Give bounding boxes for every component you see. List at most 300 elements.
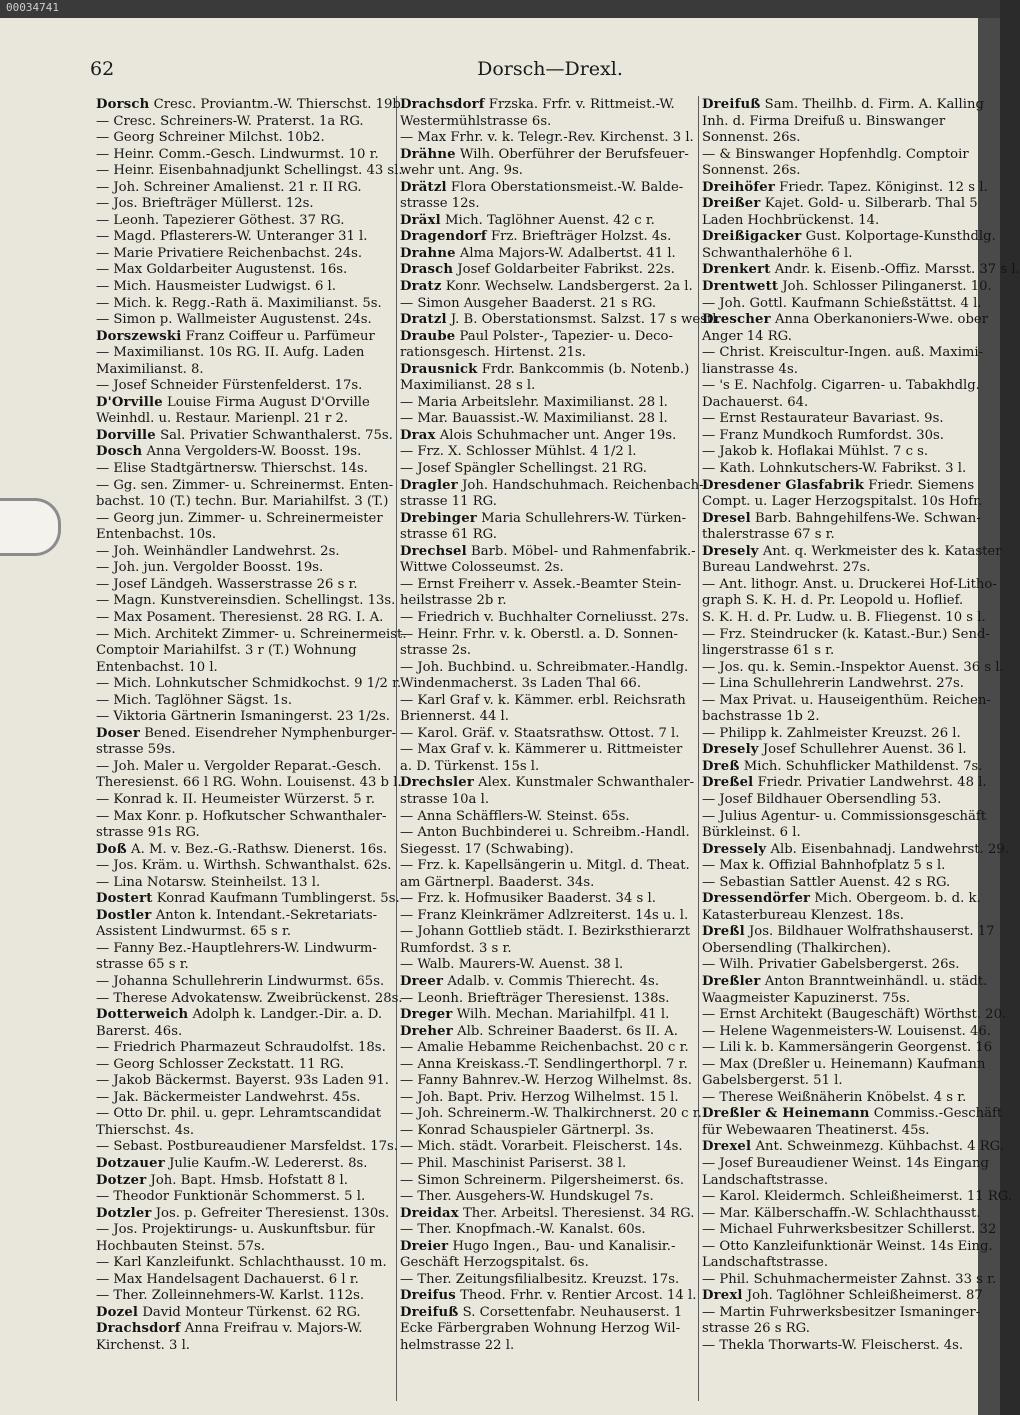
entry-text: — Josef Spängler Schellingst. 21 RG. [400,461,647,477]
directory-entry-line [96,742,392,759]
directory-entry-line [96,97,405,114]
directory-entry-line [702,726,978,743]
directory-entry-line [400,1106,702,1123]
entry-text: — Max Frhr. v. k. Telegr.-Rev. Kirchenst. 3 l. [400,130,694,146]
entry-text: Laden Hochbrückenst. 14. [702,212,880,228]
entry-text: — Franz Kleinkrämer Adlzreiterst. 14s u. l. [400,907,689,923]
entry-text: — Frz. Steindrucker (k. Katast.-Bur.) Send- [702,626,990,642]
directory-entry-line [400,577,696,594]
entry-text: Paul Polster-, Tapezier- u. Deco- [455,328,673,344]
entry-text: Anna Freifrau v. Majors-W. [180,1321,363,1337]
entry-text: Kajet. Gold- u. Silberarb. Thal 5 [760,196,978,212]
entry-text: Inh. d. Firma Dreifuß u. Binswanger [702,113,946,129]
entry-text: strasse 2s. [400,643,472,659]
directory-entry-line [96,196,392,213]
directory-entry-line [702,444,978,461]
entry-surname: Drechsler [400,775,474,791]
directory-entry-line [400,742,696,759]
entry-surname: Dresel [702,510,751,526]
entry-text: — Lili k. b. Kammersängerin Georgenst. 16 [702,1040,993,1056]
directory-entry-line [702,130,978,147]
directory-entry-line [400,147,696,164]
entry-text: Bureau Landwehrst. 27s. [702,560,871,576]
directory-entry-line [96,974,392,991]
column-1 [96,97,407,1397]
entry-text: David Monteur Türkenst. 62 RG. [138,1304,361,1320]
entry-text: — Joh. Buchbind. u. Schreibmater.-Handlg. [400,659,689,675]
directory-entry-line [400,279,696,296]
book-spine-edge [978,18,1000,1415]
entry-text: lianstrasse 4s. [702,361,798,377]
directory-entry-line [400,1272,696,1289]
directory-entry-line [702,329,978,346]
directory-entry-line [96,1057,392,1074]
entry-text: Barerst. 46s. [96,1023,183,1039]
entry-text: — Jak. Bäckermeister Landwehrst. 45s. [96,1089,361,1105]
entry-text: — Mich. Architekt Zimmer- u. Schreinermeist. [96,626,407,642]
entry-text: — Max (Dreßler u. Heinemann) Kaufmann [702,1056,986,1072]
entry-text: rationsgesch. Hirtenst. 21s. [400,345,586,361]
entry-text: — Martin Fuhrwerksbesitzer Ismaninger- [702,1304,981,1320]
directory-entry-line [400,1305,696,1322]
entry-surname: Dotzer [96,1172,147,1188]
entry-text: — Joh. Gottl. Kaufmann Schießstättst. 4 l. [702,295,982,311]
entry-surname: Dreifuß [702,97,761,112]
directory-entry-line [400,196,696,213]
directory-entry-line [702,973,988,991]
directory-entry-line [702,1040,993,1057]
entry-text: — Maximilianst. 10s RG. II. Aufg. Laden [96,345,365,361]
directory-entry-line [702,609,986,627]
entry-text: — Ernst Restaurateur Bavariast. 9s. [702,411,944,427]
directory-entry-line [96,478,392,495]
entry-surname: Dreißer [702,196,761,212]
directory-entry-line [96,1139,398,1156]
entry-surname: Drätzl [400,179,447,195]
entry-text: — Heinr. Eisenbahnadjunkt Schellingst. 43 sl. [96,163,403,179]
entry-text: — Ther. Knopfmach.-W. Kanalst. 60s. [400,1222,646,1238]
entry-text: — Mich. Hausmeister Ludwigst. 6 l. [96,279,336,295]
entry-text: — Jakob k. Hoflakai Mühlst. 7 c s. [702,444,929,460]
directory-entry-line [702,1321,978,1338]
directory-entry-line [400,726,696,743]
directory-entry-line [96,461,392,478]
directory-entry-line [400,395,696,412]
directory-entry-line [96,1173,392,1190]
entry-text: Joh. Schlosser Pilinganerst. 10. [778,279,992,295]
entry-text: für Webewaaren Theatinerst. 45s. [702,1122,930,1138]
directory-entry-line [96,229,392,246]
directory-entry-line [96,1024,392,1041]
directory-entry-line [702,1255,978,1272]
entry-text: — Jakob Bäckermst. Bayerst. 93s Laden 91. [96,1073,389,1089]
entry-text: — Michael Fuhrwerksbesitzer Schillerst. 32 [702,1222,997,1238]
entry-text: Konr. Wechselw. Landsbergerst. 2a l. [441,279,693,295]
entry-text: Mich. Schuhflicker Mathildenst. 7s. [739,758,983,774]
entry-text: — Anna Schäfflers-W. Steinst. 65s. [400,808,630,824]
page-clip [0,498,61,556]
scan-top-border [0,0,1000,18]
directory-entry-line [96,362,392,379]
directory-entry-line [96,246,392,263]
page-header [90,58,970,88]
directory-entry-line [400,560,696,577]
entry-text: — Walb. Maurers-W. Auenst. 38 l. [400,957,624,973]
directory-entry-line [96,560,392,577]
entry-surname: Dreßel [702,775,754,791]
directory-entry-line [702,1123,978,1140]
directory-entry-line [96,279,392,296]
entry-text: Assistent Lindwurmst. 65 s r. [96,924,292,940]
directory-entry-line [96,1321,392,1338]
entry-text: Alb. Eisenbahnadj. Landwehrst. 29. [766,841,1009,857]
entry-text: Sonnenst. 26s. [702,163,801,179]
entry-text: Friedr. Siemens [864,477,975,493]
entry-text: strasse 12s. [400,196,480,212]
entry-text: — Leonh. Briefträger Theresienst. 138s. [400,990,670,1006]
entry-text: Windenmacherst. 3s Laden Thal 66. [400,676,642,692]
entry-text: Thierschst. 4s. [96,1122,195,1138]
directory-entry-line [96,759,392,776]
directory-entry-line [702,1156,989,1173]
entry-surname: Dragendorf [400,229,487,245]
entry-text: — Elise Stadtgärtnersw. Thierschst. 14s. [96,461,368,477]
directory-entry-line [96,643,392,660]
directory-entry-line [400,180,696,197]
directory-entry-line [96,147,392,164]
directory-entry-line [702,494,983,511]
entry-text: Wittwe Colosseumst. 2s. [400,560,564,576]
entry-text: — Therese Advokatensw. Zweibrückenst. 28s. [96,990,403,1006]
entry-surname: Drausnick [400,361,478,377]
entry-text: Maximilianst. 28 s l. [400,378,536,394]
entry-text: — Mich. Taglöhner Sägst. 1s. [96,692,293,708]
entry-text: Adalb. v. Commis Thierecht. 4s. [443,973,660,989]
entry-text: thalerstrasse 67 s r. [702,527,835,543]
entry-text: — Otto Dr. phil. u. gepr. Lehramtscandidat [96,1106,382,1122]
entry-text: heilstrasse 2b r. [400,593,507,609]
entry-text: — Fanny Bahnrev.-W. Herzog Wilhelmst. 8s. [400,1073,692,1089]
entry-text: strasse 11 RG. [400,494,497,510]
directory-entry-line [96,809,392,826]
entry-text: A. M. v. Bez.-G.-Rathsw. Dienerst. 16s. [126,841,388,857]
directory-entry-line [400,378,696,395]
entry-surname: Dressendörfer [702,891,811,907]
directory-entry-line [96,891,400,908]
entry-surname: Drähne [400,146,456,162]
directory-entry-line [702,1090,978,1107]
entry-text: Mich. Taglöhner Auenst. 42 c r. [440,212,655,228]
entry-surname: Doser [96,725,140,741]
entry-text: Joh. Bapt. Hmsb. Hofstatt 8 l. [146,1172,348,1188]
directory-entry-line [400,924,696,941]
directory-entry-line [400,1073,696,1090]
directory-entry-line [702,411,978,428]
directory-entry-line [702,1205,981,1223]
entry-text: strasse 10a l. [400,791,490,807]
directory-entry-line [96,1255,392,1272]
directory-entry-line [702,527,978,544]
directory-entry-line [96,262,392,279]
directory-entry-line [400,345,696,362]
entry-text: Siegesst. 17 (Schwabing). [400,841,574,857]
entry-text: — Frz. X. Schlosser Mühlst. 4 1/2 l. [400,444,637,460]
directory-entry-line [400,908,696,925]
entry-text: — Georg Schlosser Zeckstatt. 11 RG. [96,1056,344,1072]
directory-entry-line [702,1288,983,1305]
entry-surname: Dorville [96,427,156,443]
entry-text: graph S. K. H. d. Pr. Leopold u. Hoflief. [702,593,964,609]
entry-text: Louise Firma August D'Orville [162,394,370,410]
directory-entry-line [400,1206,696,1223]
directory-entry-line [96,1338,392,1355]
running-title: Dorsch—Drexl. [477,58,623,80]
entry-text: Schwanthalerhöhe 6 l. [702,245,853,261]
entry-text: — Joh. Schreinerm.-W. Thalkirchnerst. 20 c r. [400,1106,702,1122]
directory-entry-line [702,775,987,792]
directory-entry-line [702,147,978,164]
entry-text: Landschaftstrasse. [702,1255,829,1271]
directory-entry-line [96,494,392,511]
entry-text: — Mar. Bauassist.-W. Maximilianst. 28 l. [400,411,668,427]
directory-entry-line [400,262,696,279]
directory-entry-line [96,858,392,875]
entry-text: Jos. Bildhauer Wolfrathshauserst. 17 [744,924,995,940]
directory-entry-line [702,924,995,941]
directory-entry-line [702,478,978,495]
directory-entry-line [400,544,696,561]
entry-surname: Dratzl [400,312,447,328]
entry-surname: Drahne [400,245,456,261]
directory-entry-line [96,1272,392,1289]
directory-entry-line [702,1238,993,1256]
entry-text: — Anna Kreiskass.-T. Sendlingerthorpl. 7 r. [400,1056,688,1072]
entry-text: — Leonh. Tapezierer Göthest. 37 RG. [96,212,345,228]
directory-entry-line [702,692,991,710]
directory-entry-line [702,279,992,296]
directory-entry-line [400,213,696,230]
directory-entry-line [96,1156,392,1173]
entry-surname: Dreer [400,973,444,989]
directory-entry-line [702,1189,1013,1206]
entry-text: — Friedrich Pharmazeut Schraudolfst. 18s. [96,1040,386,1056]
entry-text: — Joh. Bapt. Priv. Herzog Wilhelmst. 15 l. [400,1089,679,1105]
entry-text: — Lina Notarsw. Steinheilst. 13 l. [96,874,321,890]
directory-entry-line [702,560,978,577]
entry-text: Franz Coiffeur u. Parfümeur [181,328,375,344]
entry-text: — Franz Mundkoch Rumfordst. 30s. [702,427,944,443]
directory-entry-line [400,809,696,826]
directory-entry-line [702,1304,981,1322]
entry-text: Ant. Schweinmezg. Kühbachst. 4 RG. [751,1139,1004,1155]
directory-entry-line [702,1271,997,1289]
directory-entry-line [400,1239,696,1256]
directory-entry-line [400,1007,696,1024]
entry-text: — Jos. Projektirungs- u. Auskunftsbur. für [96,1222,375,1238]
entry-text: Anton Branntweinhändl. u. städt. [760,973,988,989]
directory-entry-line [702,97,984,114]
directory-entry-line [702,262,1020,279]
directory-entry-line [96,1123,392,1140]
directory-entry-line [702,1173,978,1190]
entry-text: — Kath. Lohnkutschers-W. Fabrikst. 3 l. [702,461,967,477]
entry-text: — Mar. Kälberschaffn.-W. Schlachthausst. [702,1205,981,1221]
entry-text: — Karol. Kleidermch. Schleißheimerst. 11 RG. [702,1189,1013,1205]
directory-entry-line [96,610,392,627]
entry-text: Maximilianst. 8. [96,361,204,377]
entry-text: Alb. Schreiner Baaderst. 6s II. A. [452,1023,678,1039]
entry-text: — Ther. Zeitungsfilialbesitz. Kreuzst. 17s. [400,1271,680,1287]
entry-surname: Doß [96,841,127,857]
entry-text: — Mich. Lohnkutscher Schmidkochst. 9 1/2 r. [96,676,402,692]
directory-entry-line [702,841,1009,859]
entry-text: — Max Goldarbeiter Augustenst. 16s. [96,262,348,278]
entry-text: am Gärtnerpl. Baaderst. 34s. [400,874,595,890]
entry-surname: Dreidax [400,1205,459,1221]
entry-text: Entenbachst. 10 l. [96,659,218,675]
directory-entry-line [702,825,978,842]
entry-surname: Dreifus [400,1288,456,1304]
entry-text: — Simon p. Wallmeister Augustenst. 24s. [96,312,372,328]
directory-entry-line [96,1239,392,1256]
directory-entry-line [400,477,704,495]
entry-text: — Max Handelsagent Dachauerst. 6 l r. [96,1271,359,1287]
directory-entry-line [702,709,978,726]
directory-entry-line [400,875,696,892]
entry-surname: D'Orville [96,394,163,410]
directory-entry-line [702,345,984,362]
directory-entry-line [400,693,696,710]
directory-entry-line [400,511,696,528]
entry-surname: Dreier [400,1238,449,1254]
entry-text: — Max k. Offizial Bahnhofplatz 5 s l. [702,858,946,874]
entry-text: strasse 61 RG. [400,527,497,543]
directory-entry-line [702,792,978,809]
directory-entry-line [702,941,978,958]
column-divider [698,96,699,1401]
entry-text: — Heinr. Frhr. v. k. Oberstl. a. D. Sonnen- [400,626,678,642]
entry-text: Josef Goldarbeiter Fabrikst. 22s. [453,262,675,278]
entry-text: — Josef Schneider Fürstenfelderst. 17s. [96,378,363,394]
directory-entry-line [702,858,978,875]
directory-entry-line [96,527,392,544]
entry-text: — Georg jun. Zimmer- u. Schreinermeister [96,510,383,526]
entry-text: Sal. Privatier Schwanthalerst. 75s. [155,427,393,443]
directory-entry-line [400,1173,696,1190]
entry-text: Andr. k. Eisenb.-Offiz. Marsst. 37 s l. [770,262,1020,278]
entry-text: Anna Vergolders-W. Boosst. 19s. [142,444,362,460]
entry-text: — Josef Ländgeh. Wasserstrasse 26 s r. [96,576,358,592]
entry-text: Katasterbureau Klenzest. 18s. [702,907,904,923]
entry-text: — Friedrich v. Buchhalter Corneliusst. 27s. [400,609,689,625]
directory-entry-line [400,957,696,974]
entry-text: strasse 26 s RG. [702,1321,810,1337]
entry-text: Bürkleinst. 6 l. [702,825,801,841]
entry-surname: Dreß [702,758,740,774]
directory-entry-line [702,626,990,644]
directory-entry-line [702,875,978,892]
entry-text: — Viktoria Gärtnerin Ismaningerst. 23 1/2s. [96,709,390,725]
directory-entry-line [702,643,978,660]
directory-entry-line [702,179,988,197]
entry-text: Anna Oberkanoniers-Wwe. ober [770,312,989,328]
entry-surname: Dressely [702,841,767,857]
entry-surname: Dräxl [400,212,441,228]
entry-surname: Dragler [400,477,458,493]
entry-surname: Dotzler [96,1205,152,1221]
entry-text: Kirchenst. 3 l. [96,1338,190,1354]
entry-text: Waagmeister Kapuzinerst. 75s. [702,990,911,1006]
entry-text: — Otto Kanzleifunktionär Weinst. 14s Eing. [702,1238,993,1254]
directory-entry-line [400,858,696,875]
entry-text: — Johanna Schullehrerin Lindwurmst. 65s. [96,973,385,989]
entry-text: — Jos. Briefträger Müllerst. 12s. [96,196,314,212]
entry-text: Joh. Handschuhmach. Reichenbach- [457,477,704,493]
scan-id: 00034741 [6,1,59,14]
entry-text: Alois Schuhmacher unt. Anger 19s. [435,427,677,443]
entry-text: Cresc. Proviantm.-W. Thierschst. 19b. [149,97,405,112]
entry-text: — Josef Bildhauer Obersendling 53. [702,791,942,807]
directory-entry-line [96,842,392,859]
directory-entry-line [400,329,696,346]
directory-entry-line [400,842,696,859]
directory-entry-line [400,362,696,379]
entry-surname: Dreißigacker [702,229,802,245]
entry-text: — Ernst Freiherr v. Assek.-Beamter Stein- [400,576,682,592]
entry-text: — Christ. Kreiscultur-Ingen. auß. Maximi- [702,345,984,361]
entry-text: Bened. Eisendreher Nymphenburger- [140,725,397,741]
directory-entry-line [702,1073,978,1090]
entry-text: — Phil. Maschinist Pariserst. 38 l. [400,1156,627,1171]
directory-entry-line [96,444,392,461]
directory-entry-line [400,1057,696,1074]
directory-entry-line [702,229,996,246]
entry-surname: Dresely [702,742,759,758]
directory-entry-line [400,97,696,114]
directory-entry-line [96,130,392,147]
directory-entry-line [96,1040,392,1057]
directory-entry-line [702,1106,1003,1123]
entry-text: S. K. H. d. Pr. Ludw. u. B. Fliegenst. 10 s l. [702,609,986,625]
entry-text: Barb. Bahngehilfens-We. Schwan- [750,510,981,526]
entry-text: — Joh. jun. Vergolder Boosst. 19s. [96,560,324,576]
directory-entry-line [96,990,403,1008]
entry-text: — Marie Privatiere Reichenbachst. 24s. [96,245,363,261]
directory-entry-line [96,296,392,313]
entry-text: — Joh. Weinhändler Landwehrst. 2s. [96,543,340,559]
entry-text: Obersendling (Thalkirchen). [702,940,891,956]
entry-surname: Drachsdorf [400,97,485,112]
directory-entry-line [400,891,696,908]
entry-text: Ecke Färbergraben Wohnung Herzog Wil- [400,1321,681,1337]
directory-entry-line [400,114,696,131]
directory-entry-line [96,924,392,941]
entry-surname: Drebinger [400,510,477,526]
entry-surname: Drescher [702,312,771,328]
entry-surname: Dotterweich [96,1007,189,1023]
entry-text: — Georg Schreiner Milchst. 10b2. [96,130,325,146]
directory-entry-line [702,576,997,594]
entry-surname: Drexel [702,1139,752,1155]
directory-entry-line [96,378,392,395]
directory-entry-line [96,163,403,180]
entry-text: Commiss.-Geschäft [869,1106,1003,1122]
directory-entry-line [96,957,392,974]
entry-text: — Frz. k. Kapellsängerin u. Mitgl. d. Theat. [400,858,690,874]
entry-text: — Johann Gottlieb städt. I. Bezirksthierarzt [400,924,690,940]
directory-entry-line [96,213,392,230]
directory-entry-line [702,114,978,131]
